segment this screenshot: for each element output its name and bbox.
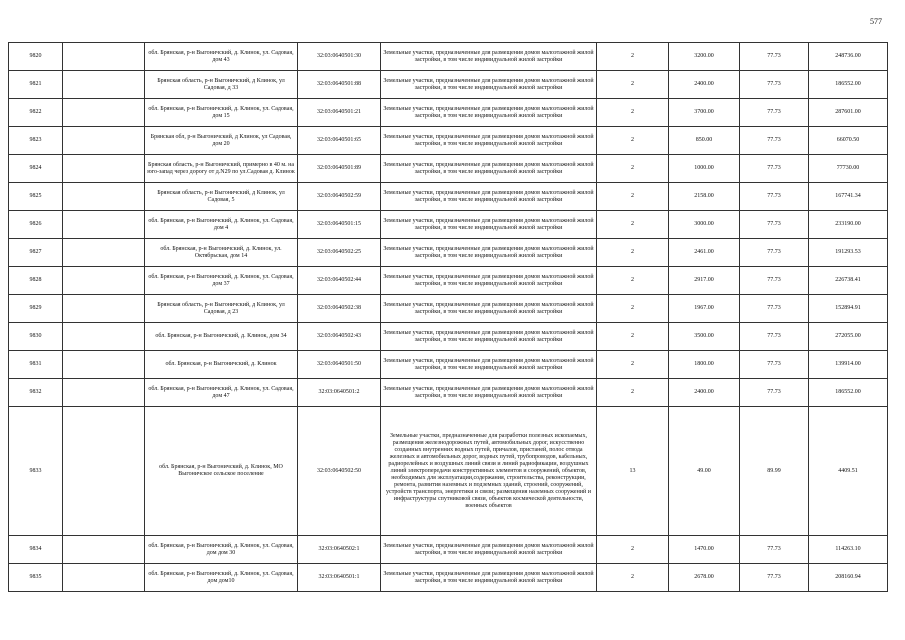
cadastral-number-cell: 32:03:0640501:65: [298, 127, 381, 155]
blank-cell-cell: [63, 267, 145, 295]
area-cell: 2461.00: [669, 239, 740, 267]
land-use-category-cell: Земельные участки, предназначенные для размещения домов малоэтажной жилой застройки, в том числе индивидуальной жилой застройки: [381, 211, 597, 239]
area-cell: 3200.00: [669, 43, 740, 71]
cadastral-value-cell: 226738.41: [809, 267, 888, 295]
blank-cell-cell: [63, 211, 145, 239]
use-group-code-cell: 13: [597, 407, 669, 536]
cadastral-number-cell: 32:03:0640502:44: [298, 267, 381, 295]
record-number-cell: 9823: [9, 127, 63, 155]
cadastral-value-cell: 248736.00: [809, 43, 888, 71]
blank-cell-cell: [63, 155, 145, 183]
land-use-category-cell: Земельные участки, предназначенные для размещения домов малоэтажной жилой застройки, в том числе индивидуальной жилой застройки: [381, 536, 597, 564]
land-use-category-cell: Земельные участки, предназначенные для размещения домов малоэтажной жилой застройки, в том числе индивидуальной жилой застройки: [381, 183, 597, 211]
blank-cell-cell: [63, 183, 145, 211]
record-number-cell: 9825: [9, 183, 63, 211]
table-row: [9, 239, 888, 267]
land-use-category-cell: Земельные участки, предназначенные для размещения домов малоэтажной жилой застройки, в том числе индивидуальной жилой застройки: [381, 127, 597, 155]
area-cell: 3000.00: [669, 211, 740, 239]
use-group-code-cell: 2: [597, 351, 669, 379]
blank-cell-cell: [63, 99, 145, 127]
table-row: [9, 43, 888, 71]
table-row: [9, 564, 888, 592]
record-number-cell: 9824: [9, 155, 63, 183]
area-cell: 2678.00: [669, 564, 740, 592]
blank-cell-cell: [63, 127, 145, 155]
blank-cell-cell: [63, 536, 145, 564]
land-register-table: [8, 42, 888, 592]
use-group-code-cell: 2: [597, 323, 669, 351]
cadastral-value-cell: 208160.94: [809, 564, 888, 592]
land-use-category-cell: Земельные участки, предназначенные для размещения домов малоэтажной жилой застройки, в том числе индивидуальной жилой застройки: [381, 155, 597, 183]
blank-cell-cell: [63, 351, 145, 379]
blank-cell-cell: [63, 407, 145, 536]
use-group-code-cell: 2: [597, 155, 669, 183]
cadastral-value-cell: 233190.00: [809, 211, 888, 239]
blank-cell-cell: [63, 564, 145, 592]
blank-cell-cell: [63, 43, 145, 71]
cadastral-number-cell: 32:03:0640502:50: [298, 407, 381, 536]
use-group-code-cell: 2: [597, 239, 669, 267]
land-use-category-cell: Земельные участки, предназначенные для размещения домов малоэтажной жилой застройки, в том числе индивидуальной жилой застройки: [381, 323, 597, 351]
address-cell: Брянская область, р-н Выгоничский, д Клинок, ул Садовая, д 33: [145, 71, 298, 99]
area-cell: 850.00: [669, 127, 740, 155]
specific-value-cell: 77.73: [740, 267, 809, 295]
land-use-category-cell: Земельные участки, предназначенные для разработки полезных ископаемых, размещения железнодорожных путей, автомобильных дорог, искусственно созданных внутренних водных путей, причалов, пристаней, полос отвода железных и автомобильных дорог, водных путей, трубопроводов, кабельных, радиорелейных и воздушных линий связи и линий радиофикации, воздушных линий электропередачи конструктивных элементов и сооружений, объектов, необходимых для эксплуатации,содержания, строительства, реконструкции, ремонта, развития наземных и подземных зданий, строений, сооружений, устройств транспорта, энергетики и связи; размещения наземных сооружений и инфраструктуры спутниковой связи, объектов космической деятельности, военных объектов: [381, 407, 597, 536]
address-cell: Брянская область, р-н Выгоничский, д Клинок, ул Садовая, 5: [145, 183, 298, 211]
land-use-category-cell: Земельные участки, предназначенные для размещения домов малоэтажной жилой застройки, в том числе индивидуальной жилой застройки: [381, 267, 597, 295]
cadastral-value-cell: 114263.10: [809, 536, 888, 564]
land-use-category-cell: Земельные участки, предназначенные для размещения домов малоэтажной жилой застройки, в том числе индивидуальной жилой застройки: [381, 71, 597, 99]
address-cell: обл. Брянская, р-н Выгоничский, д. Клинок, МО Выгоничское сельское поселение: [145, 407, 298, 536]
record-number-cell: 9820: [9, 43, 63, 71]
cadastral-number-cell: 32:03:0640501:89: [298, 155, 381, 183]
area-cell: 1800.00: [669, 351, 740, 379]
cadastral-value-cell: 186552.00: [809, 71, 888, 99]
address-cell: обл. Брянская, р-н Выгоничский, д. Клинок, ул. Садовая, дом 4: [145, 211, 298, 239]
area-cell: 2158.00: [669, 183, 740, 211]
area-cell: 1967.00: [669, 295, 740, 323]
specific-value-cell: 77.73: [740, 379, 809, 407]
cadastral-number-cell: 32:03:0640501:50: [298, 351, 381, 379]
use-group-code-cell: 2: [597, 211, 669, 239]
cadastral-value-cell: 186552.00: [809, 379, 888, 407]
address-cell: обл. Брянская, р-н Выгоничский, д. Клинок, ул. Садовая, дом дом 30: [145, 536, 298, 564]
specific-value-cell: 77.73: [740, 323, 809, 351]
cadastral-number-cell: 32:03:0640501:1: [298, 564, 381, 592]
table-row: [9, 155, 888, 183]
table-row: [9, 351, 888, 379]
blank-cell-cell: [63, 239, 145, 267]
area-cell: 3700.00: [669, 99, 740, 127]
area-cell: 1000.00: [669, 155, 740, 183]
blank-cell-cell: [63, 379, 145, 407]
address-cell: обл. Брянская, р-н Выгоничский, д. Клинок, дом 34: [145, 323, 298, 351]
cadastral-value-cell: 66070.50: [809, 127, 888, 155]
land-use-category-cell: Земельные участки, предназначенные для размещения домов малоэтажной жилой застройки, в том числе индивидуальной жилой застройки: [381, 564, 597, 592]
table-row: [9, 379, 888, 407]
table-row: [9, 323, 888, 351]
area-cell: 2917.00: [669, 267, 740, 295]
address-cell: обл. Брянская, р-н Выгоничский, д. Клинок, ул. Октябрьская, дом 14: [145, 239, 298, 267]
address-cell: Брянская обл, р-н Выгоничский, д Клинок, ул Садовая, дом 20: [145, 127, 298, 155]
table-row: [9, 267, 888, 295]
table-row: [9, 71, 888, 99]
land-use-category-cell: Земельные участки, предназначенные для размещения домов малоэтажной жилой застройки, в том числе индивидуальной жилой застройки: [381, 43, 597, 71]
land-use-category-cell: Земельные участки, предназначенные для размещения домов малоэтажной жилой застройки, в том числе индивидуальной жилой застройки: [381, 239, 597, 267]
specific-value-cell: 77.73: [740, 536, 809, 564]
table-row: [9, 211, 888, 239]
use-group-code-cell: 2: [597, 536, 669, 564]
blank-cell-cell: [63, 295, 145, 323]
area-cell: 1470.00: [669, 536, 740, 564]
record-number-cell: 9829: [9, 295, 63, 323]
record-number-cell: 9822: [9, 99, 63, 127]
specific-value-cell: 77.73: [740, 127, 809, 155]
address-cell: Брянская область, р-н Выгоничский, д Клинок, ул Садовая, д 23: [145, 295, 298, 323]
table-row: [9, 407, 888, 536]
address-cell: обл. Брянская, р-н Выгоничский, д. Клинок, ул. Садовая, дом 43: [145, 43, 298, 71]
land-use-category-cell: Земельные участки, предназначенные для размещения домов малоэтажной жилой застройки, в том числе индивидуальной жилой застройки: [381, 351, 597, 379]
use-group-code-cell: 2: [597, 127, 669, 155]
specific-value-cell: 77.73: [740, 211, 809, 239]
specific-value-cell: 77.73: [740, 71, 809, 99]
land-use-category-cell: Земельные участки, предназначенные для размещения домов малоэтажной жилой застройки, в том числе индивидуальной жилой застройки: [381, 379, 597, 407]
cadastral-number-cell: 32:03:0640501:30: [298, 43, 381, 71]
record-number-cell: 9834: [9, 536, 63, 564]
cadastral-value-cell: 191293.53: [809, 239, 888, 267]
address-cell: обл. Брянская, р-н Выгоничский, д. Клинок, ул. Садовая, дом 47: [145, 379, 298, 407]
area-cell: 2400.00: [669, 71, 740, 99]
blank-cell-cell: [63, 71, 145, 99]
cadastral-number-cell: 32:03:0640502:43: [298, 323, 381, 351]
specific-value-cell: 77.73: [740, 183, 809, 211]
table-row: [9, 295, 888, 323]
page-number: 577: [870, 17, 882, 26]
area-cell: 2400.00: [669, 379, 740, 407]
address-cell: обл. Брянская, р-н Выгоничский, д. Клинок, ул. Садовая, дом 15: [145, 99, 298, 127]
use-group-code-cell: 2: [597, 99, 669, 127]
address-cell: Брянская область, р-н Выгоничский, примерно в 40 м. на юго-запад через дорогу от д.N29 по ул.Садовая д. Клинок: [145, 155, 298, 183]
specific-value-cell: 89.99: [740, 407, 809, 536]
table-row: [9, 127, 888, 155]
address-cell: обл. Брянская, р-н Выгоничский, д. Клинок, ул. Садовая, дом дом10: [145, 564, 298, 592]
record-number-cell: 9831: [9, 351, 63, 379]
cadastral-value-cell: 167741.34: [809, 183, 888, 211]
cadastral-number-cell: 32:03:0640501:88: [298, 71, 381, 99]
record-number-cell: 9821: [9, 71, 63, 99]
record-number-cell: 9835: [9, 564, 63, 592]
table-row: [9, 99, 888, 127]
blank-cell-cell: [63, 323, 145, 351]
address-cell: обл. Брянская, р-н Выгоничский, д. Клинок, ул. Садовая, дом 37: [145, 267, 298, 295]
record-number-cell: 9832: [9, 379, 63, 407]
area-cell: 49.00: [669, 407, 740, 536]
cadastral-number-cell: 32:03:0640501:21: [298, 99, 381, 127]
land-use-category-cell: Земельные участки, предназначенные для размещения домов малоэтажной жилой застройки, в том числе индивидуальной жилой застройки: [381, 295, 597, 323]
use-group-code-cell: 2: [597, 43, 669, 71]
specific-value-cell: 77.73: [740, 239, 809, 267]
record-number-cell: 9827: [9, 239, 63, 267]
specific-value-cell: 77.73: [740, 564, 809, 592]
use-group-code-cell: 2: [597, 71, 669, 99]
address-cell: обл. Брянская, р-н Выгоничский, д. Клинок: [145, 351, 298, 379]
cadastral-value-cell: 77730.00: [809, 155, 888, 183]
cadastral-number-cell: 32:03:0640502:38: [298, 295, 381, 323]
table-row: [9, 183, 888, 211]
cadastral-value-cell: 272055.00: [809, 323, 888, 351]
cadastral-value-cell: 139914.00: [809, 351, 888, 379]
cadastral-value-cell: 287601.00: [809, 99, 888, 127]
cadastral-value-cell: 4409.51: [809, 407, 888, 536]
specific-value-cell: 77.73: [740, 295, 809, 323]
record-number-cell: 9830: [9, 323, 63, 351]
record-number-cell: 9826: [9, 211, 63, 239]
use-group-code-cell: 2: [597, 295, 669, 323]
cadastral-number-cell: 32:03:0640502:25: [298, 239, 381, 267]
area-cell: 3500.00: [669, 323, 740, 351]
cadastral-number-cell: 32:03:0640502:1: [298, 536, 381, 564]
use-group-code-cell: 2: [597, 564, 669, 592]
table-body: [9, 43, 888, 592]
record-number-cell: 9833: [9, 407, 63, 536]
specific-value-cell: 77.73: [740, 351, 809, 379]
record-number-cell: 9828: [9, 267, 63, 295]
use-group-code-cell: 2: [597, 267, 669, 295]
cadastral-number-cell: 32:03:0640501:15: [298, 211, 381, 239]
table-row: [9, 536, 888, 564]
cadastral-number-cell: 32:03:0640501:2: [298, 379, 381, 407]
cadastral-number-cell: 32:03:0640502:59: [298, 183, 381, 211]
use-group-code-cell: 2: [597, 379, 669, 407]
land-use-category-cell: Земельные участки, предназначенные для размещения домов малоэтажной жилой застройки, в том числе индивидуальной жилой застройки: [381, 99, 597, 127]
cadastral-value-cell: 152894.91: [809, 295, 888, 323]
specific-value-cell: 77.73: [740, 155, 809, 183]
specific-value-cell: 77.73: [740, 43, 809, 71]
use-group-code-cell: 2: [597, 183, 669, 211]
specific-value-cell: 77.73: [740, 99, 809, 127]
